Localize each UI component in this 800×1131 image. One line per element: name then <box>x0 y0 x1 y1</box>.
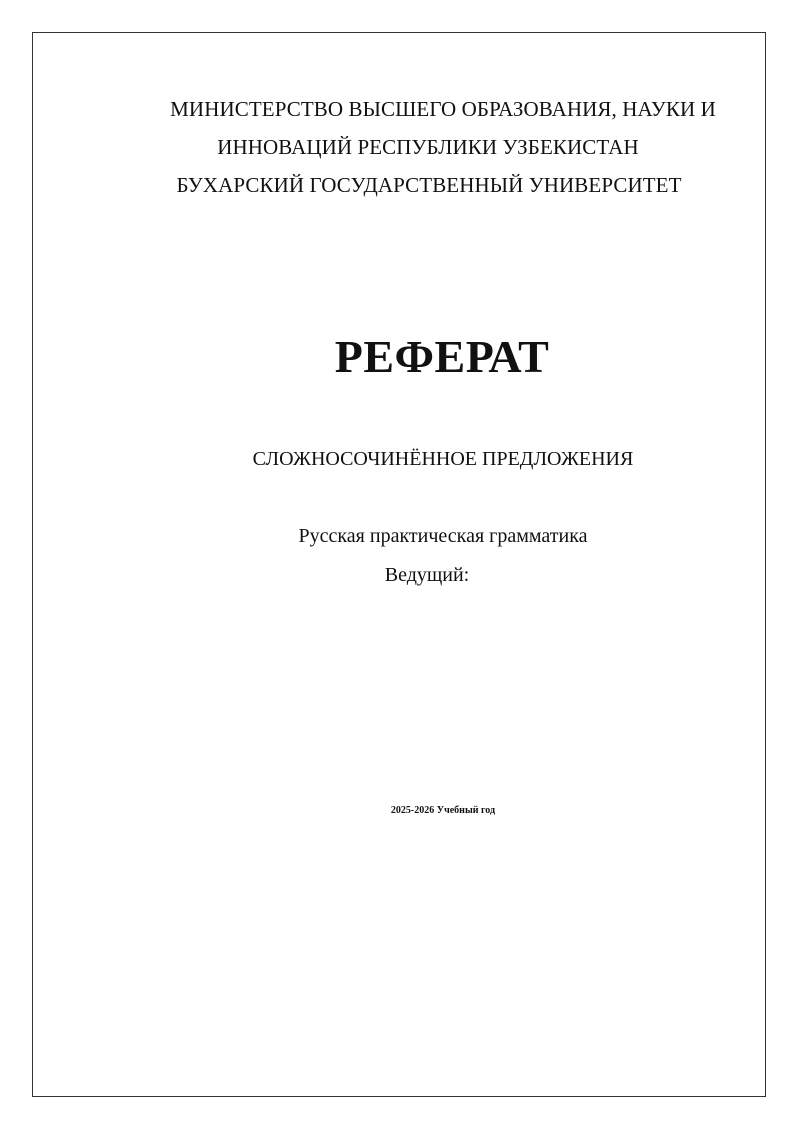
ministry-name-line-1: МИНИСТЕРСТВО ВЫСШЕГО ОБРАЗОВАНИЯ, НАУКИ И <box>170 97 716 121</box>
document-title: РЕФЕРАТ <box>334 331 550 382</box>
university-name: БУХАРСКИЙ ГОСУДАРСТВЕННЫЙ УНИВЕРСИТЕТ <box>176 173 682 197</box>
subject-name: Русская практическая грамматика <box>298 525 588 547</box>
academic-year: 2025-2026 Учебный год <box>390 805 496 816</box>
document-topic: СЛОЖНОСОЧИНЁННОЕ ПРЕДЛОЖЕНИЯ <box>252 448 634 470</box>
lead-label: Ведущий: <box>384 564 470 586</box>
ministry-name-line-2: ИННОВАЦИЙ РЕСПУБЛИКИ УЗБЕКИСТАН <box>217 135 639 159</box>
